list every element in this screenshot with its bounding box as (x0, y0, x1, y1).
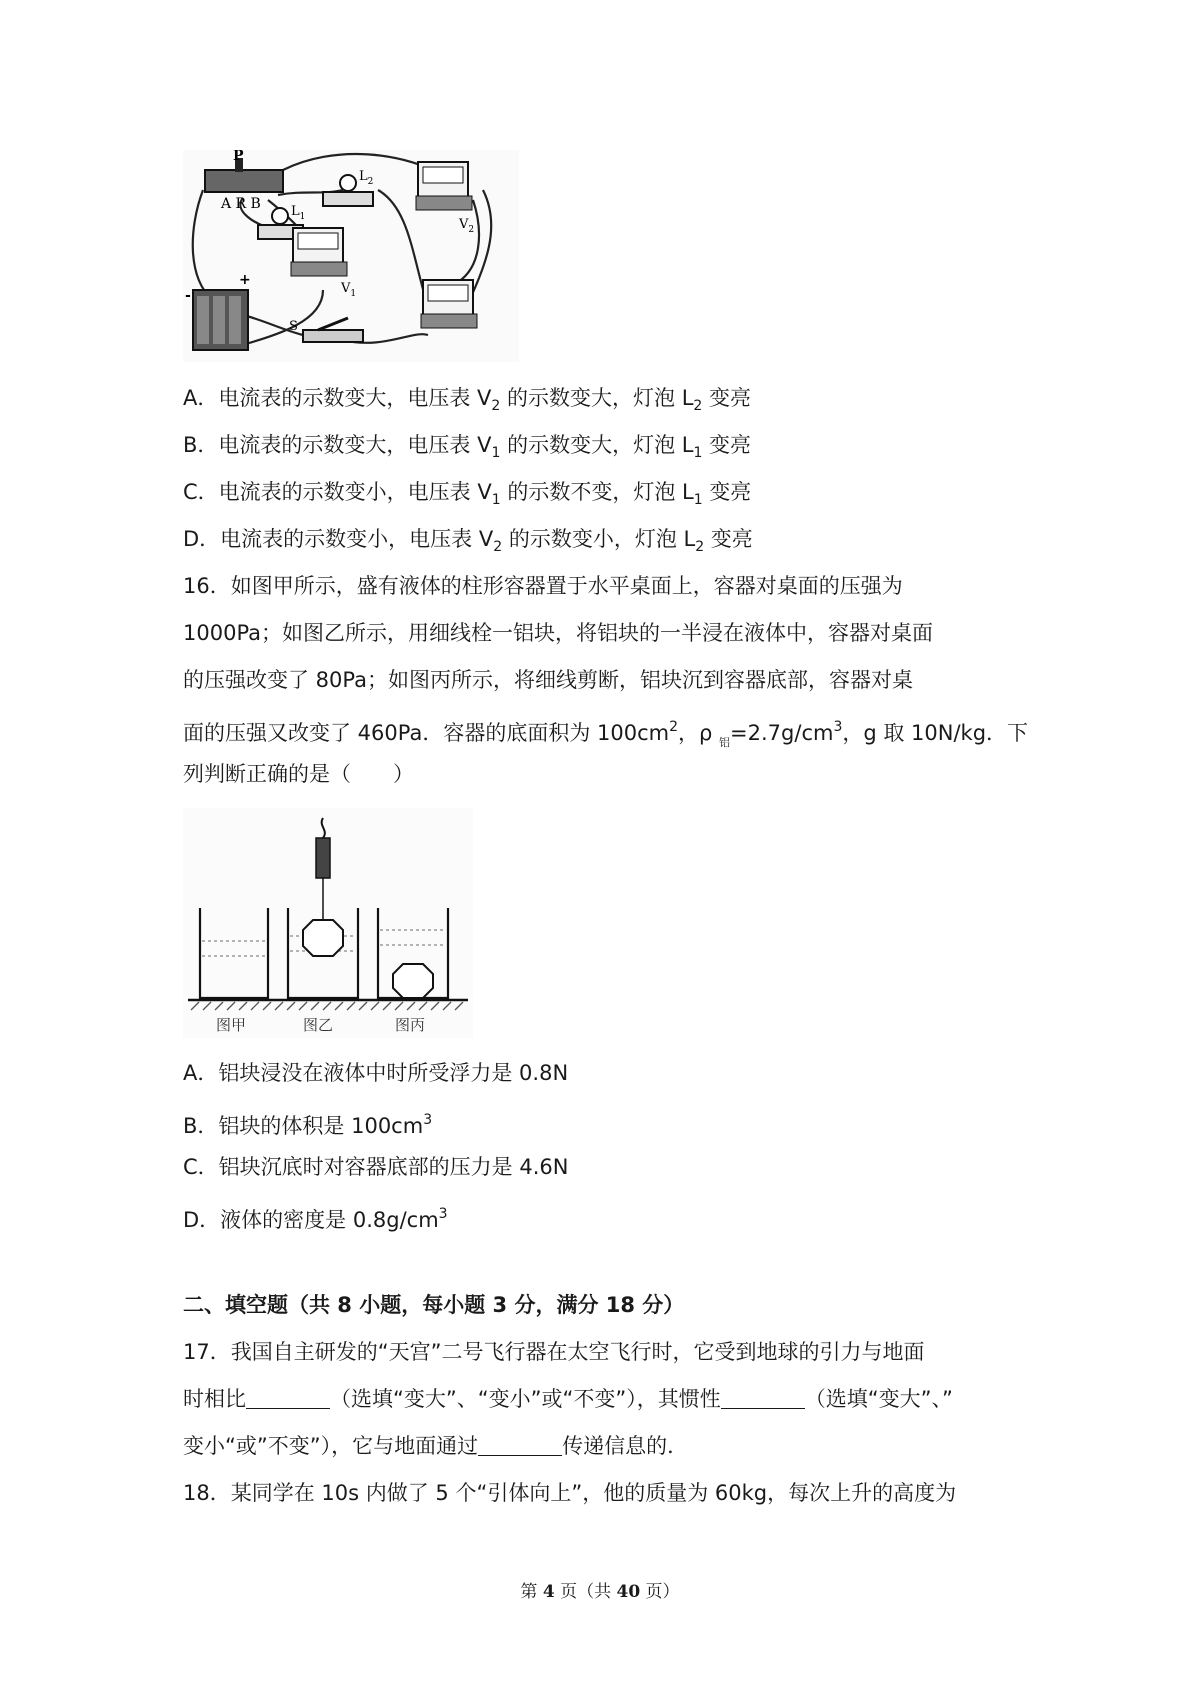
circuit-diagram (183, 150, 519, 362)
q18-line-1: 18．某同学在 10s 内做了 5 个“引体向上”，他的质量为 60kg，每次上升的高度为 (183, 1481, 957, 1505)
q15-option-b: B．电流表的示数变大，电压表 $V_1$ 的示数变大，灯泡 $L_1$ 变亮 (183, 433, 752, 461)
q16-line-5: 列判断正确的是（ ） (183, 762, 414, 786)
q16-line-2: 1000Pa；如图乙所示，用细线栓一铝块，将铝块的一半浸在液体中，容器对桌面 (183, 621, 934, 645)
label-arb: A R B (221, 196, 261, 212)
q17-line-3: 变小“或”不变”），它与地面通过 传递信息的． (183, 1434, 689, 1458)
label-bing: 图丙 (395, 1016, 426, 1034)
label-minus: - (185, 288, 191, 304)
label-l2: $L_2$ (359, 169, 374, 187)
q15-option-d: D．电流表的示数变小，电压表 $V_2$ 的示数变小，灯泡 $L_2$ 变亮 (183, 527, 753, 555)
page-footer: 第 4 页（共 40 页） (520, 1582, 680, 1602)
label-jia: 图甲 (216, 1016, 247, 1034)
label-yi: 图乙 (303, 1016, 334, 1034)
q17-line-2: 时相比 （选填“变大”、“变小”或“不变”），其惯性 （选填“变大”、” (183, 1387, 953, 1411)
q16-line-1: 16．如图甲所示，盛有液体的柱形容器置于水平桌面上，容器对桌面的压强为 (183, 574, 903, 598)
label-s: S (289, 319, 298, 334)
containers-diagram (183, 808, 473, 1038)
q15-option-a: A．电流表的示数变大，电压表 $V_2$ 的示数变大，灯泡 $L_2$ 变亮 (183, 386, 752, 414)
answer-blank-2[interactable] (721, 1386, 805, 1409)
q16-option-a: A．铝块浸没在液体中时所受浮力是 0.8N (183, 1061, 569, 1085)
q16-line-4: 面的压强又改变了 460Pa．容器的底面积为 $100cm^2$，ρ $_铝=2.7g/cm^3$，g 取 10N/kg．下 (183, 719, 1029, 749)
label-v1: $V_1$ (341, 281, 357, 299)
answer-blank-3[interactable] (478, 1433, 562, 1456)
q16-option-c: C．铝块沉底时对容器底部的压力是 4.6N (183, 1155, 569, 1179)
q15-option-c: C．电流表的示数变小，电压表 $V_1$ 的示数不变，灯泡 $L_1$ 变亮 (183, 480, 752, 508)
label-plus: + (239, 272, 251, 288)
label-v2: $V_2$ (459, 217, 475, 235)
answer-blank-1[interactable] (246, 1386, 330, 1409)
label-l1: $L_1$ (291, 204, 306, 222)
q16-option-b: B．铝块的体积是 $100cm^3$ (183, 1112, 433, 1138)
q16-line-3: 的压强改变了 80Pa；如图丙所示，将细线剪断，铝块沉到容器底部，容器对桌 (183, 668, 913, 692)
label-p: P (233, 150, 244, 164)
section-title: 二、填空题（共 8 小题，每小题 3 分，满分 18 分） (183, 1293, 685, 1317)
q17-line-1: 17．我国自主研发的“天宫”二号飞行器在太空飞行时，它受到地球的引力与地面 (183, 1340, 925, 1364)
q16-option-d: D．液体的密度是 $0.8g/cm^3$ (183, 1206, 448, 1232)
